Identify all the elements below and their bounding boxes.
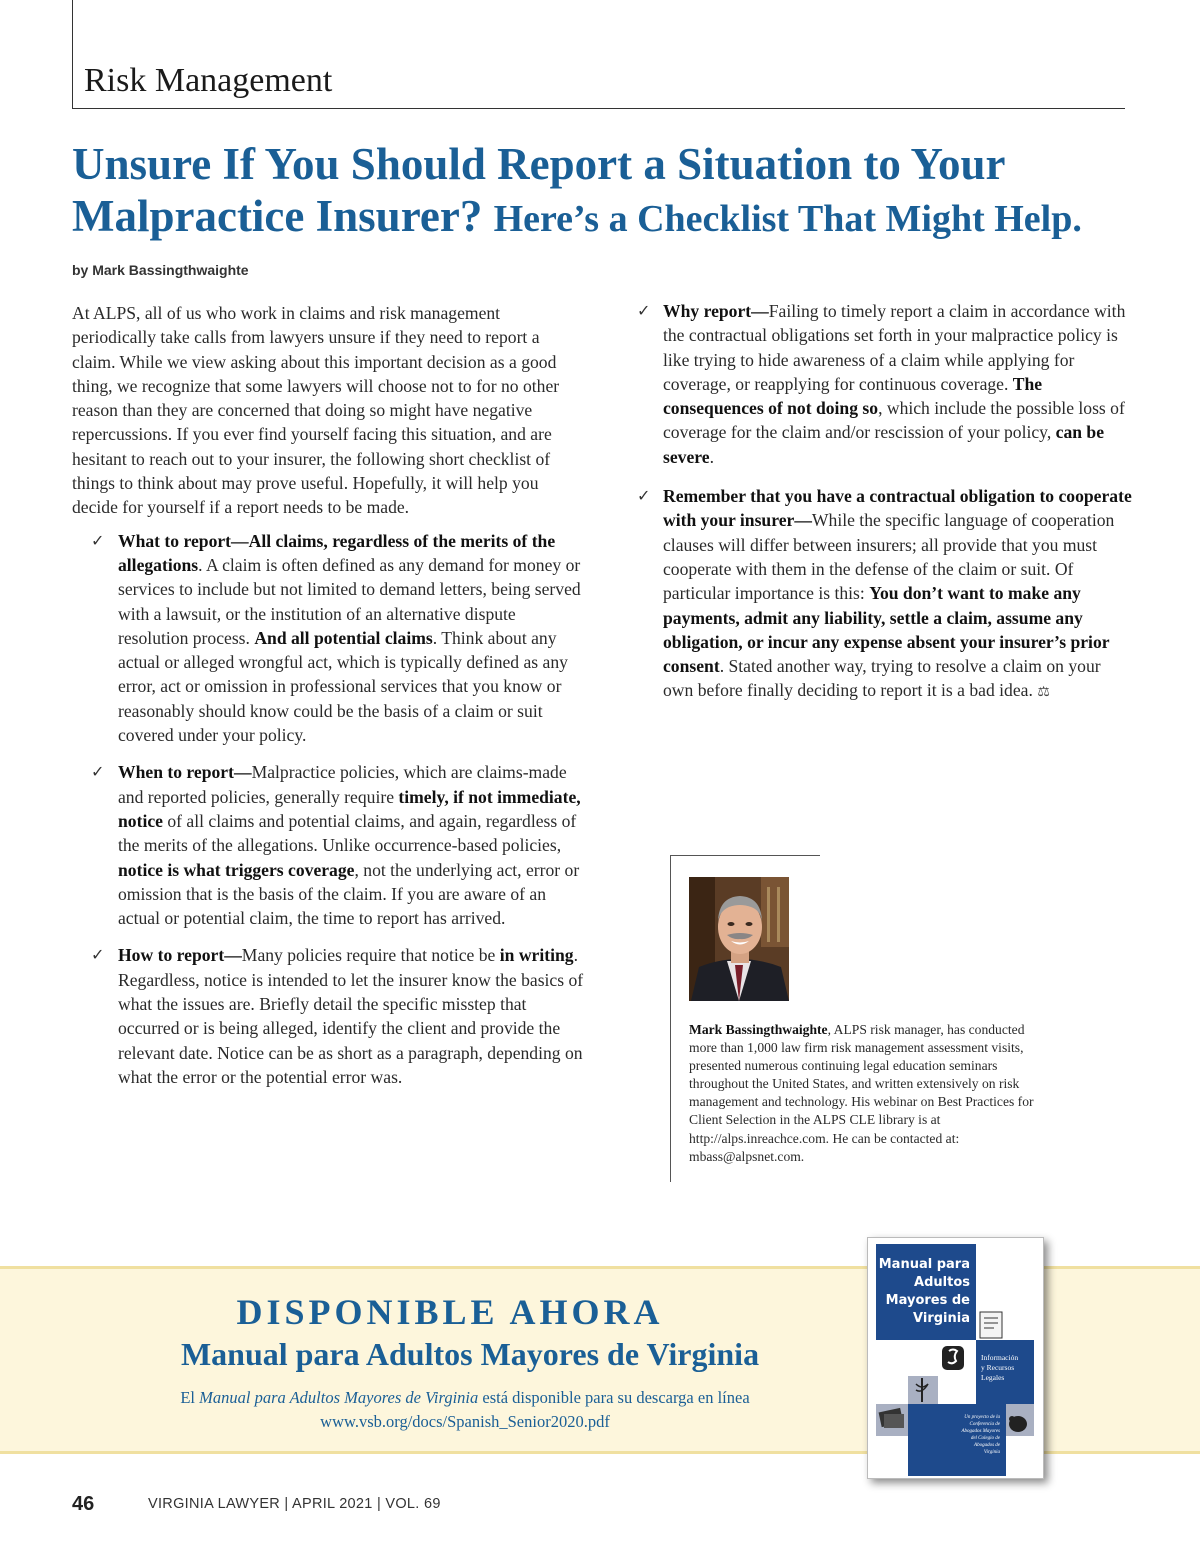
svg-text:Adultos: Adultos	[914, 1275, 970, 1290]
checklist-item-remember: ✓ Remember that you have a contractual obligation to cooperate with your insurer—While the specific language of cooperation clauses will differ between insurers; all provide that you must cooperate with them in the defense of the claim or suit. Of particular importance is this: You don’t want to make any payments, admit any liability, settle a claim, assume any obligation, or incur any expense absent your insurer’s prior consent. Stated another way, trying to resolve a claim on your own before finally deciding to report it is a bad idea. ⚖	[637, 486, 1132, 701]
book-cover-image	[867, 1237, 1044, 1479]
header-vertical-rule	[72, 0, 73, 108]
banner-headline: DISPONIBLE AHORA	[236, 1292, 664, 1332]
svg-text:Virginia: Virginia	[983, 1450, 1000, 1455]
item-lead: Why report—	[663, 301, 769, 321]
checklist-item-why: ✓ Why report—Failing to timely report a claim in accordance with the contractual obligations set forth in your malpractice policy is like trying to hide awareness of a claim while applying for coverage, or reapplying for continuous coverage. The consequences of not doing so, which include the possible loss of coverage for the claim and/or rescission of your policy, can be severe.	[637, 301, 1126, 467]
checkmark-icon: ✓	[91, 945, 105, 965]
item-lead: What to report—All claims, regardless of the merits of the allegations	[118, 530, 556, 575]
checklist-item-how: ✓ How to report—Many policies require that notice be in writing. Regardless, notice is intended to let the insurer know the basics of what the issues are. Briefly detail the specific misstep that occurred or is being alleged, identify the client and provide the relevant date. Notice can be as short as a paragraph, depending on what the error or the potential error was.	[91, 945, 584, 1087]
intro-paragraph: At ALPS, all of us who work in claims and risk management periodically take calls from lawyers unsure if they need to report a claim. While we view asking about this important decision as a good thing, we recognize that some lawyers will choose not to for no other reason than they are concerned that doing so might have negative repercussions. If you ever find yourself facing this situation, and are hesitant to reach out to your insurer, the following short checklist of things to think about may prove useful. Hopefully, it will help you decide for yourself if a report needs to be made.	[72, 303, 560, 518]
left-column	[72, 301, 584, 1102]
byline: by Mark Bassingthwaighte	[72, 262, 249, 278]
header-horizontal-rule	[72, 108, 1125, 109]
section-label: Risk Management	[84, 62, 333, 99]
checklist-item-what: ✓ What to report—All claims, regardless of the merits of the allegations. A claim is often defined as any demand for money or services to include but not limited to demand letters, being served with a lawsuit, or the institution of an alternative dispute resolution process. And all potential claims. Think about any actual or alleged wrongful act, which is typically defined as any error, act or omission in professional services that you know or reasonably should know could be the basis of a claim or suit covered under your policy.	[91, 530, 581, 746]
page-number: 46	[72, 1493, 95, 1515]
checklist-item-when: ✓ When to report—Malpractice policies, which are claims-made and reported policies, generally require timely, if not immediate, notice of all claims and potential claims, and again, regardless of the merits of the allegations. Unlike occurrence-based policies, notice is what triggers coverage, not the underlying act, error or omission that is the basis of the claim. If you are aware of an actual or potential claim, the time to report has arrived.	[91, 762, 581, 929]
bio-text: , ALPS risk manager, has conducted more than 1,000 law firm risk management assessment visits, presented numerous continuing legal education seminars throughout the United States, and written extensively on risk management and technology. His webinar on Best Practices for Client Selection in the ALPS CLE library is at http://alps.inreachce.com. He can be contacted at: mbass@alpsnet.com.	[689, 1022, 1034, 1164]
item-lead: Remember that you have a contractual obligation to cooperate with your insurer—	[663, 486, 1132, 531]
svg-text:Un proyecto de la: Un proyecto de la	[964, 1415, 1000, 1420]
author-photo	[689, 877, 789, 1001]
right-column	[637, 299, 1133, 720]
banner-details: El Manual para Adultos Mayores de Virginia está disponible para su descarga en línea www.vsb.org/docs/Spanish_Senior2020.pdf	[180, 1388, 750, 1431]
item-lead: When to report—	[118, 762, 252, 783]
bio-box-horizontal-rule	[670, 855, 820, 856]
publication-info: VIRGINIA LAWYER | APRIL 2021 | VOL. 69	[148, 1496, 441, 1512]
checkmark-icon: ✓	[637, 301, 651, 320]
item-lead: How to report—	[118, 945, 242, 966]
svg-text:Abogados Mayores: Abogados Mayores	[961, 1429, 1000, 1434]
author-bio	[689, 1021, 1034, 1166]
svg-text:Virginia: Virginia	[913, 1311, 970, 1326]
bio-name: Mark Bassingthwaighte	[689, 1022, 828, 1037]
svg-text:y Recursos: y Recursos	[981, 1363, 1015, 1372]
banner-url[interactable]: www.vsb.org/docs/Spanish_Senior2020.pdf	[320, 1412, 610, 1431]
banner-subhead: Manual para Adultos Mayores de Virginia	[180, 1336, 760, 1372]
checkmark-icon: ✓	[637, 486, 651, 506]
svg-text:Legales: Legales	[981, 1373, 1005, 1382]
scales-of-justice-icon: ⚖	[1037, 684, 1050, 701]
svg-text:del Colegio de: del Colegio de	[970, 1436, 1000, 1441]
svg-text:Mayores de: Mayores de	[885, 1293, 970, 1308]
bio-box-vertical-rule	[670, 855, 671, 1182]
svg-text:Información: Información	[981, 1353, 1019, 1362]
svg-text:Conferencia de: Conferencia de	[969, 1422, 1000, 1427]
svg-text:Abogados de: Abogados de	[974, 1443, 1000, 1448]
checkmark-icon: ✓	[91, 762, 105, 782]
article-title	[72, 138, 1172, 245]
checkmark-icon: ✓	[91, 530, 105, 550]
title-main: Unsure If You Should Report a Situation to Your Malpractice Insurer?	[72, 139, 1005, 241]
svg-text:Manual para: Manual para	[878, 1257, 970, 1272]
title-sub: Here’s a Checklist That Might Help.	[493, 198, 1082, 240]
